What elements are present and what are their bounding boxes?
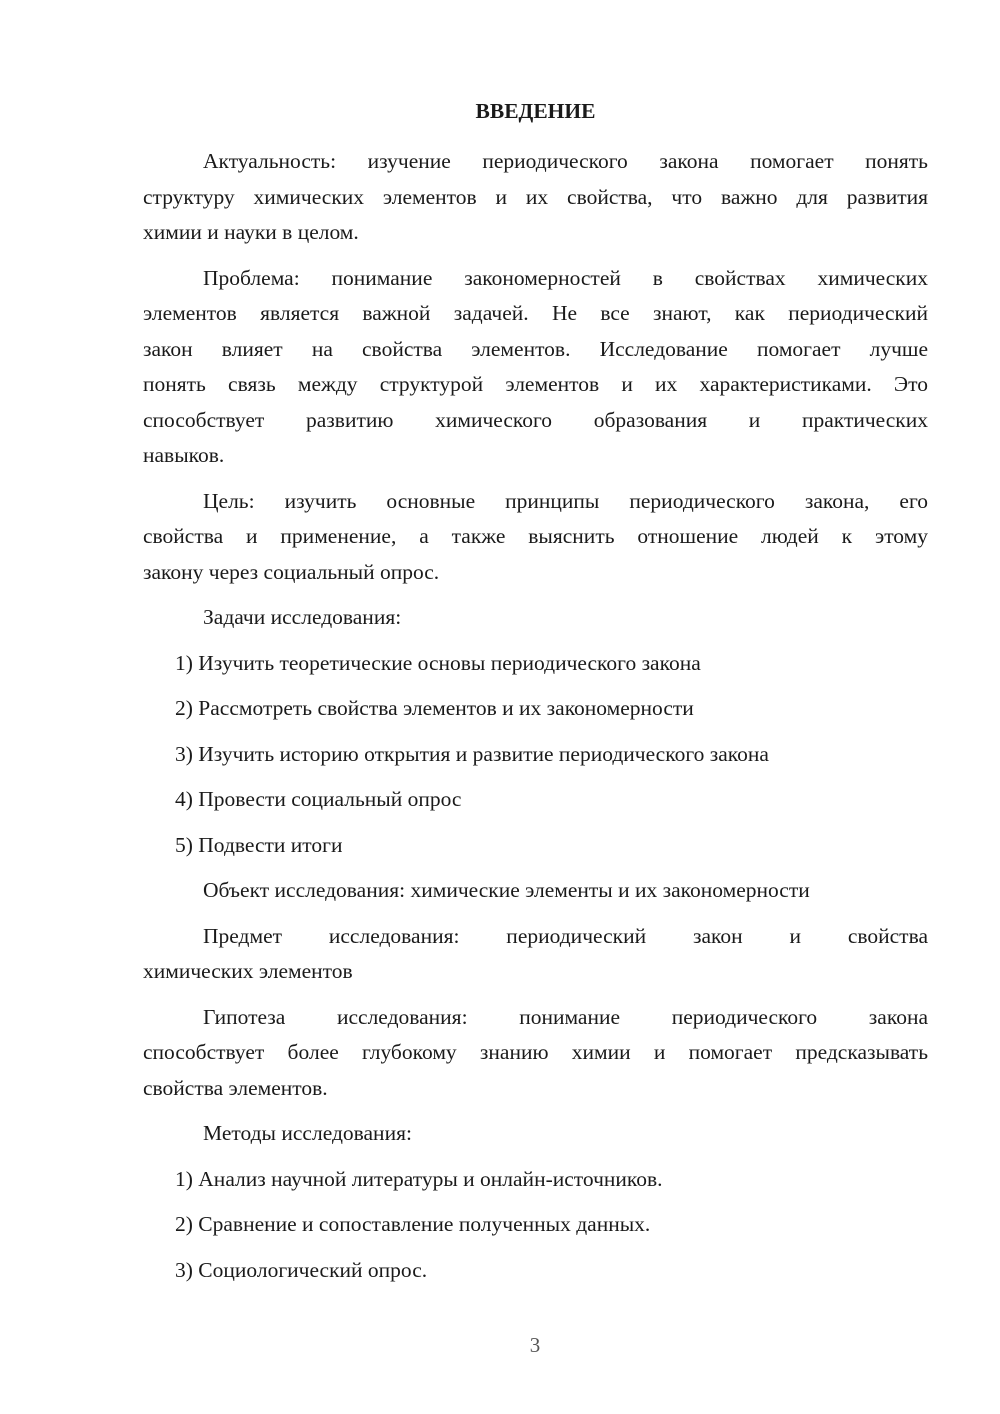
text-line: Объект исследования: химические элементы и их закономерности [203,878,810,902]
page-title: ВВЕДЕНИЕ [475,99,596,123]
list-item-text: 3) Изучить историю открытия и развитие периодического закона [175,741,769,766]
text-line: способствует развитию химического образования и практических [143,407,928,432]
list-item-text: 4) Провести социальный опрос [175,787,462,811]
list-item-text: 5) Подвести итоги [175,832,343,857]
methods-heading [143,1116,928,1152]
text-line: способствует более глубокому знанию химии и помогает предсказывать [143,1040,928,1064]
list-item-text: 2) Рассмотреть свойства элементов и их закономерности [175,696,694,720]
text-line: Актуальность: изучение периодического закона помогает понять [203,149,928,173]
page-number: 3 [529,1333,541,1357]
subject-paragraph [143,919,928,990]
document-body [143,144,928,1288]
text-line: структуру химических элементов и их свойства, что важно для развития [143,184,928,209]
text-line: Проблема: понимание закономерностей в свойствах химических [203,265,928,290]
text-line: навыков. [143,443,225,467]
list-item-text: 2) Сравнение и сопоставление полученных данных. [175,1212,651,1236]
text-line: химии и науки в целом. [143,220,359,244]
list-item-text: 1) Анализ научной литературы и онлайн-источников. [175,1166,663,1191]
text-line: свойства и применение, а также выяснить отношение людей к этому [143,524,928,548]
document-page [143,94,928,1298]
task-item [143,646,928,682]
text-line: Задачи исследования: [203,605,402,629]
text-line: понять связь между структурой элементов и их характеристиками. Это [143,372,928,396]
text-line: Предмет исследования: периодический закон и свойства [203,923,928,948]
text-line: Гипотеза исследования: понимание периодического закона [203,1004,928,1029]
problem-paragraph [143,261,928,474]
list-item-text: 3) Социологический опрос. [175,1257,428,1282]
hypothesis-paragraph [143,1000,928,1107]
text-line: Методы исследования: [203,1121,412,1145]
object-paragraph [143,873,928,909]
task-item [143,828,928,864]
text-line: Цель: изучить основные принципы периодического закона, его [203,488,928,513]
text-line: закон влияет на свойства элементов. Исследование помогает лучше [143,336,928,361]
text-line: свойства элементов. [143,1075,328,1100]
task-item [143,782,928,818]
relevance-paragraph [143,144,928,251]
text-line: химических элементов [143,959,353,983]
task-item [143,691,928,727]
method-item [143,1253,928,1289]
goal-paragraph [143,484,928,591]
tasks-heading [143,600,928,636]
task-item [143,737,928,773]
text-line: закону через социальный опрос. [143,559,440,584]
method-item [143,1207,928,1243]
list-item-text: 1) Изучить теоретические основы периодического закона [175,650,701,675]
text-line: элементов является важной задачей. Не все знают, как периодический [143,301,928,325]
method-item [143,1162,928,1198]
